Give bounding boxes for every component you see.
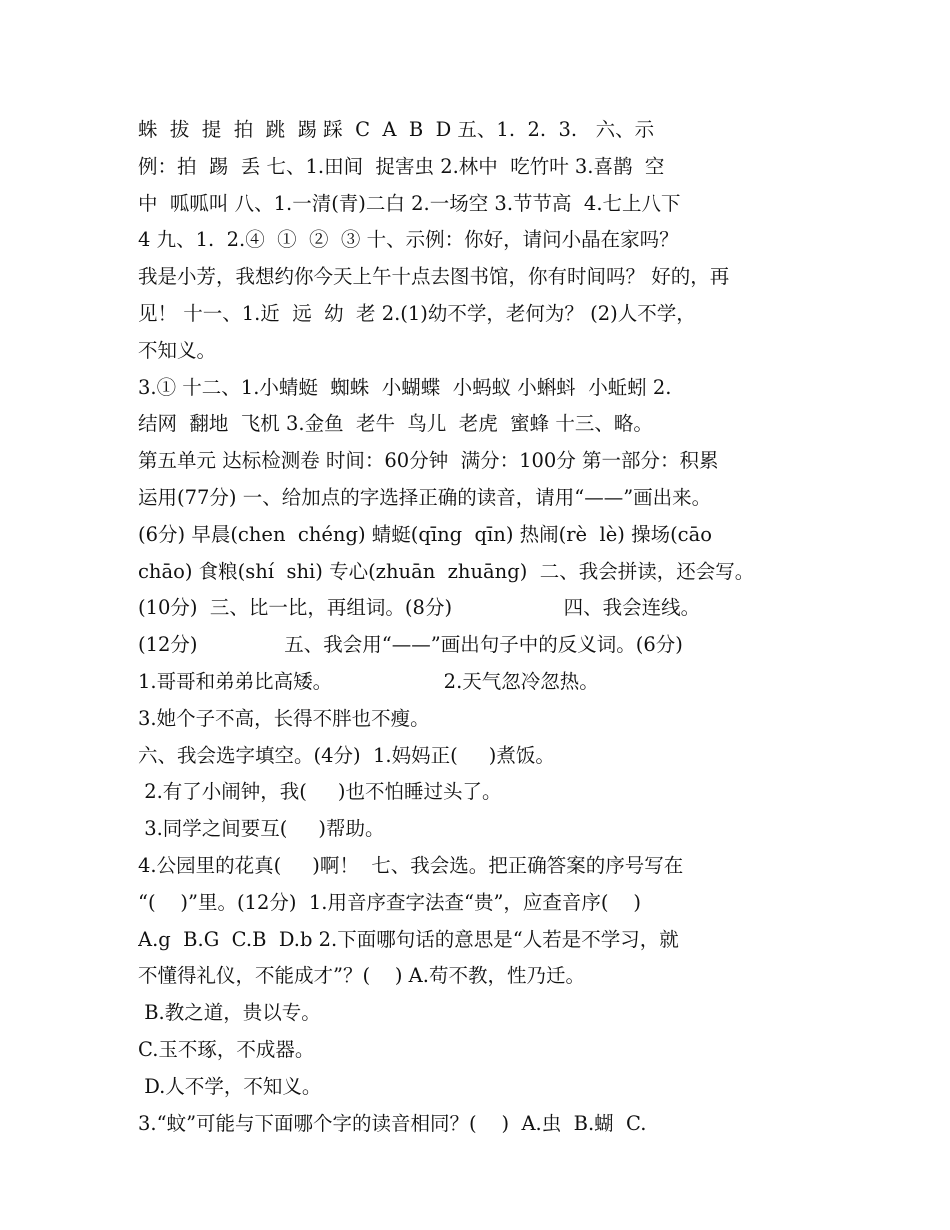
text-line-19: 2.有了小闹钟，我( )也不怕睡过头了。 xyxy=(138,780,502,804)
text-line-27: D.人不学，不知义。 xyxy=(138,1074,322,1098)
text-line-23: A.g B.G C.B D.b 2.下面哪句话的意思是“人若是不学习，就 xyxy=(138,927,679,951)
text-line-26: C.玉不琢，不成器。 xyxy=(138,1037,315,1061)
text-line-16: 1.哥哥和弟弟比高矮。 2.天气忽冷忽热。 xyxy=(138,669,599,693)
text-line-8: 3.① 十二、1.小蜻蜓 蜘蛛 小蝴蝶 小蚂蚁 小蝌蚪 小蚯蚓 2. xyxy=(138,375,672,399)
text-line-18: 六、我会选字填空。(4分) 1.妈妈正( )煮饭。 xyxy=(138,743,555,767)
text-line-14: (10分) 三、比一比，再组词。(8分) 四、我会连线。 xyxy=(138,596,701,620)
text-line-12: (6分) 早晨(chen chéng) 蜻蜓(qīng qīn) 热闹(rè lè) 操场(cāo xyxy=(138,522,712,546)
text-line-1: 蛛 拔 提 拍 跳 踢 踩 C A B D 五、1. 2. 3. 六、示 xyxy=(138,118,655,141)
text-line-5: 我是小芳，我想约你今天上午十点去图书馆，你有时间吗？ 好的，再 xyxy=(138,265,730,289)
text-line-11: 运用(77分) 一、给加点的字选择正确的读音，请用“——”画出来。 xyxy=(138,485,712,509)
text-line-17: 3.她个子不高，长得不胖也不瘦。 xyxy=(138,706,430,730)
text-line-9: 结网 翻地 飞机 3.金鱼 老牛 鸟儿 老虎 蜜蜂 十三、略。 xyxy=(138,412,653,436)
text-line-24: 不懂得礼仪，不能成才”？( ) A.苟不教，性乃迁。 xyxy=(138,964,585,988)
text-line-4: 4 九、1. 2.④ ① ② ③ 十、示例：你好，请问小晶在家吗？ xyxy=(138,228,679,252)
text-line-20: 3.同学之间要互( )帮助。 xyxy=(138,817,385,841)
text-line-21: 4.公园里的花真( )啊！ 七、我会选。把正确答案的序号写在 xyxy=(138,853,684,877)
text-line-13: chāo) 食粮(shí shi) 专心(zhuān zhuāng) 二、我会拼读，还会写。 xyxy=(138,559,755,583)
document-text xyxy=(138,112,828,1142)
text-line-22: “( )”里。(12分) 1.用音序查字法查“贵”，应查音序( ) xyxy=(138,890,641,914)
text-line-6: 见！ 十一、1.近 远 幼 老 2.(1)幼不学，老何为？ (2)人不学， xyxy=(138,301,696,325)
text-line-3: 中 呱呱叫 八、1.一清(青)二白 2.一场空 3.节节高 4.七上八下 xyxy=(138,191,681,215)
unit-five-heading-line: 第五单元 达标检测卷 时间：60分钟 满分：100分 第一部分：积累 xyxy=(138,449,719,473)
text-line-15: (12分) 五、我会用“——”画出句子中的反义词。(6分) xyxy=(138,633,683,657)
text-line-28: 3.“蚊”可能与下面哪个字的读音相同？( ) A.虫 B.蝴 C. xyxy=(138,1111,647,1135)
text-line-2: 例：拍 踢 丢 七、1.田间 捉害虫 2.林中 吃竹叶 3.喜鹊 空 xyxy=(138,154,665,178)
text-line-7: 不知义。 xyxy=(138,338,217,362)
text-line-25: B.教之道，贵以专。 xyxy=(138,1001,321,1025)
